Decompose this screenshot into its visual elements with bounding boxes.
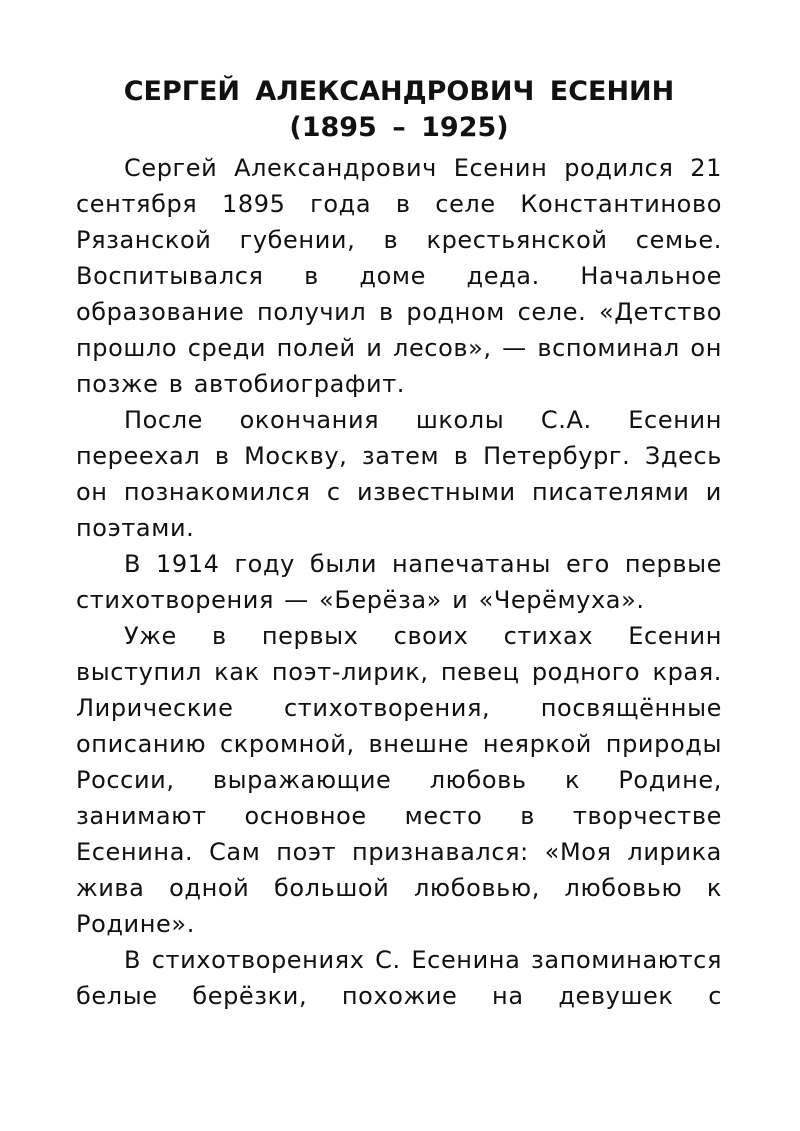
paragraph-first-poems: В 1914 году были напечатаны его первые стихотворения — «Берёза» и «Черёмуха». — [76, 550, 722, 614]
life-years: (1895 – 1925) — [289, 112, 509, 143]
paragraph-lyric-poet: Уже в первых своих стихах Есенин выступил как поэт-лирик, певец родного края. Лирические стихотворения, посвящённые описанию скромной, внешне неяркой природы России, выражающие любовь к Родине, занимают основное место в творчестве Есенина. Сам поэт признавался: «Моя лирика жива одной большой любовью, любовью к Родине». — [76, 622, 722, 938]
document-body — [76, 74, 722, 1014]
paragraph-birches: В стихотворениях С. Есенина запоминаются белые берёзки, похожие на девушек с — [76, 946, 722, 1010]
paragraph-move: После окончания школы С.А. Есенин переехал в Москву, затем в Петербург. Здесь он познакомился с известными писателями и поэтами. — [76, 406, 722, 542]
paragraph-birth: Сергей Александрович Есенин родился 21 сентября 1895 года в селе Константиново Рязанской губении, в крестьянской семье. Воспитывался в доме деда. Начальное образование получил в родном селе. «Детство прошло среди полей и лесов», — вспоминал он позже в автобиографит. — [76, 154, 722, 398]
document-heading — [76, 74, 722, 146]
biography-text — [76, 150, 722, 1014]
document-title: СЕРГЕЙ АЛЕКСАНДРОВИЧ ЕСЕНИН — [123, 76, 675, 107]
